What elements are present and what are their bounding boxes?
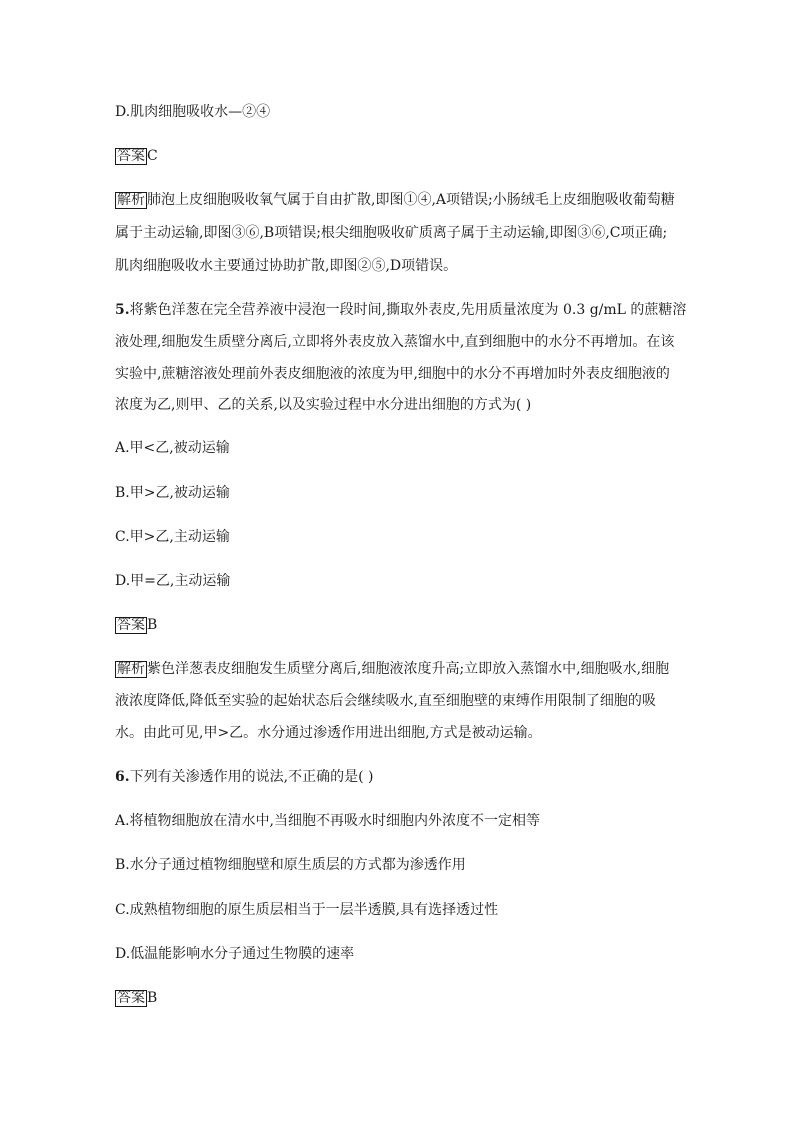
q6-option-d: D.低温能影响水分子通过生物膜的速率: [115, 946, 355, 962]
q6-option-b: B.水分子通过植物细胞壁和原生质层的方式都为渗透作用: [115, 857, 466, 873]
analysis-label: 解析: [117, 192, 145, 208]
q6-answer: [115, 989, 157, 1007]
q5-analysis-line-3: 水。由此可见,甲>乙。水分通过渗透作用进出细胞,方式是被动运输。: [115, 725, 542, 741]
q6-stem: [115, 768, 373, 786]
analysis-text: 肺泡上皮细胞吸收氧气属于自由扩散,即图①④,A项错误;小肠绒毛上皮细胞吸收葡萄糖: [147, 192, 675, 208]
q5-analysis-line-2: 液浓度降低,降低至实验的起始状态后会继续吸水,直至细胞壁的束缚作用限制了细胞的吸: [115, 693, 656, 709]
answer-label: 答案: [117, 148, 145, 164]
q5-analysis-line-1: [115, 660, 669, 678]
q5-stem-line-4: 浓度为乙,则甲、乙的关系,以及实验过程中水分进出细胞的方式为( ): [115, 397, 532, 413]
stem-text: 下列有关渗透作用的说法,不正确的是( ): [129, 769, 374, 785]
analysis-label: 解析: [117, 661, 145, 677]
answer-label: 答案: [117, 617, 145, 633]
q4-option-d: D.肌肉细胞吸收水—②④: [115, 104, 271, 120]
q4-analysis-line-2: 属于主动运输,即图③⑥,B项错误;根尖细胞吸收矿质离子属于主动运输,即图③⑥,C项正确;: [115, 225, 668, 241]
q5-stem-line-2: 液处理,细胞发生质壁分离后,立即将外表皮放入蒸馏水中,直到细胞中的水分不再增加。在该: [115, 334, 675, 350]
answer-value: C: [147, 148, 158, 164]
answer-value: B: [147, 617, 158, 633]
question-number: 6.: [115, 769, 130, 785]
analysis-text: 紫色洋葱表皮细胞发生质壁分离后,细胞液浓度升高;立即放入蒸馏水中,细胞吸水,细胞: [147, 661, 670, 677]
stem-text: 将紫色洋葱在完全营养液中浸泡一段时间,撕取外表皮,先用质量浓度为 0.3 g/mL 的蔗糖溶: [129, 302, 687, 318]
q5-option-d: D.甲=乙,主动运输: [115, 573, 231, 589]
q5-option-a: A.甲<乙,被动运输: [115, 440, 230, 456]
q5-answer: [115, 616, 157, 634]
q6-option-a: A.将植物细胞放在清水中,当细胞不再吸水时细胞内外浓度不一定相等: [115, 813, 541, 829]
q4-analysis-line-3: 肌肉细胞吸收水主要通过协助扩散,即图②⑤,D项错误。: [115, 258, 458, 274]
q4-analysis-line-1: [115, 191, 675, 209]
q5-stem-line-3: 实验中,蔗糖溶液处理前外表皮细胞液的浓度为甲,细胞中的水分不再增加时外表皮细胞液的: [115, 366, 670, 382]
answer-label: 答案: [117, 990, 145, 1006]
q5-option-b: B.甲>乙,被动运输: [115, 485, 230, 501]
q6-option-c: C.成熟植物细胞的原生质层相当于一层半透膜,具有选择透过性: [115, 902, 499, 918]
q5-option-c: C.甲>乙,主动运输: [115, 529, 230, 545]
answer-value: B: [147, 990, 158, 1006]
q5-stem-line-1: [115, 301, 686, 319]
question-number: 5.: [115, 302, 130, 318]
q4-answer: [115, 147, 158, 165]
